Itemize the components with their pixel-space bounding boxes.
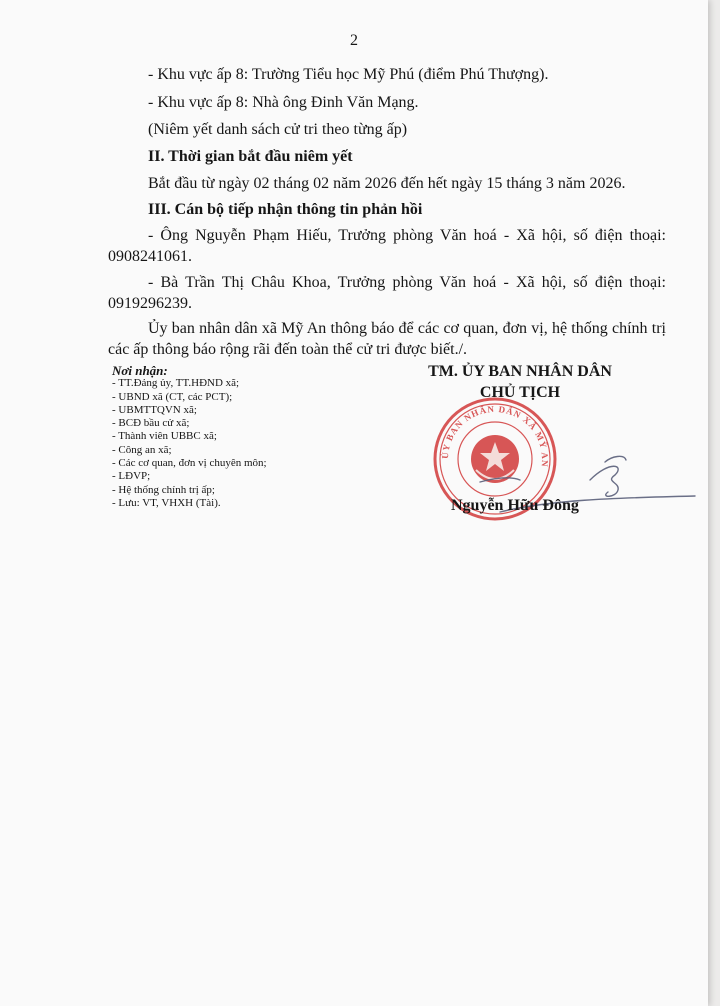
location-note: (Niêm yết danh sách cử tri theo từng ấp) xyxy=(148,121,408,138)
recipient-item: - BCĐ bầu cử xã; xyxy=(112,417,190,430)
recipient-item: - Hệ thống chính trị ấp; xyxy=(112,483,215,496)
recipients-list xyxy=(112,364,267,510)
location-line-2: - Khu vực ấp 8: Nhà ông Đinh Văn Mạng. xyxy=(148,94,419,111)
recipient-item: - Lưu: VT, VHXH (Tài). xyxy=(112,496,221,509)
contact-1-line-2: 0908241061. xyxy=(108,248,192,265)
signer-name: Nguyễn Hữu Đông xyxy=(451,497,579,514)
contact-2-line-2: 0919296239. xyxy=(108,295,192,312)
contact-1 xyxy=(108,225,666,267)
signature-org: TM. ỦY BAN NHÂN DÂN xyxy=(428,363,612,380)
section-3-heading: III. Cán bộ tiếp nhận thông tin phản hồi xyxy=(148,201,423,218)
recipient-item: - UBMTTQVN xã; xyxy=(112,403,197,416)
seal-text: ỦY BAN NHÂN DÂN XÃ MỸ AN xyxy=(439,403,551,468)
section-2-heading: II. Thời gian bắt đầu niêm yết xyxy=(148,148,353,165)
page-number: 2 xyxy=(350,32,358,49)
contact-1-line-1: - Ông Nguyễn Phạm Hiếu, Trưởng phòng Văn hoá - Xã hội, số điện thoại: xyxy=(148,227,666,244)
recipient-item: - Thành viên UBBC xã; xyxy=(112,430,217,443)
recipient-item: - TT.Đảng ủy, TT.HĐND xã; xyxy=(112,377,240,390)
recipient-item: - Các cơ quan, đơn vị chuyên môn; xyxy=(112,457,267,470)
recipient-item: - UBND xã (CT, các PCT); xyxy=(112,390,233,403)
section-2-text: Bắt đầu từ ngày 02 tháng 02 năm 2026 đến hết ngày 15 tháng 3 năm 2026. xyxy=(148,175,626,192)
recipients-title: Nơi nhận: xyxy=(112,363,168,378)
closing-paragraph xyxy=(108,318,666,360)
closing-line-2: các ấp thông báo rộng rãi đến toàn thể cử tri được biết./. xyxy=(108,341,468,358)
recipient-item: - LĐVP; xyxy=(112,470,151,483)
location-line-1: - Khu vực ấp 8: Trường Tiểu học Mỹ Phú (điểm Phú Thượng). xyxy=(148,66,549,83)
recipient-item: - Công an xã; xyxy=(112,443,172,456)
closing-line-1: Ủy ban nhân dân xã Mỹ An thông báo để các cơ quan, đơn vị, hệ thống chính trị xyxy=(148,320,666,337)
contact-2-line-1: - Bà Trần Thị Châu Khoa, Trưởng phòng Văn hoá - Xã hội, số điện thoại: xyxy=(148,274,666,291)
signature-title: CHỦ TỊCH xyxy=(479,384,561,401)
contact-2 xyxy=(108,272,666,314)
